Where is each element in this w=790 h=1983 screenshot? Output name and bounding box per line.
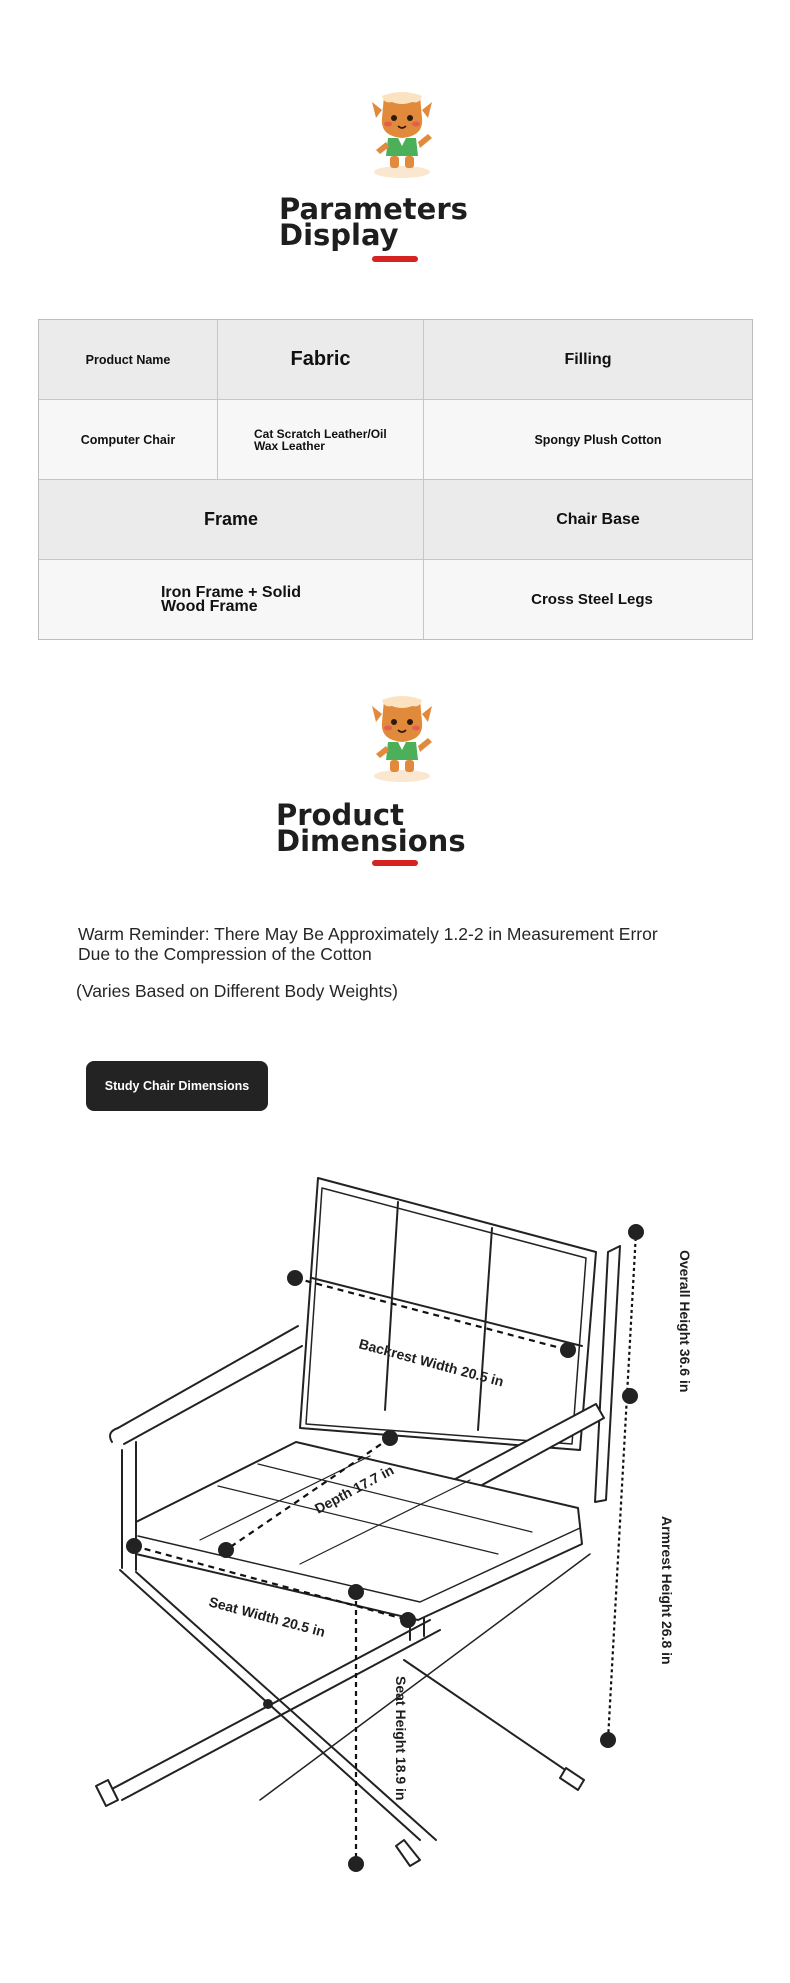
header-filling: Filling — [564, 350, 612, 368]
table-cell — [424, 400, 752, 480]
table-cell — [39, 560, 424, 639]
value-product-name: Computer Chair — [80, 432, 176, 447]
value-fabric-line2: Wax Leather — [254, 438, 325, 453]
reminder-line1: Warm Reminder: There May Be Approximately 1.2-2 in Measurement Error — [78, 924, 658, 944]
seat-width-label: Seat Width 20.5 in — [207, 1593, 327, 1640]
mascot-icon — [362, 84, 442, 180]
seat-height-label: Seat Height 18.9 in — [393, 1676, 409, 1801]
chair-dimension-diagram — [0, 1150, 790, 1950]
table-cell — [424, 560, 752, 639]
table-cell — [424, 320, 752, 400]
table-cell — [39, 400, 218, 480]
table-cell — [218, 320, 424, 400]
depth-label: Depth 17.7 in — [311, 1461, 397, 1517]
chair-drawing — [96, 1178, 620, 1866]
title-underline — [372, 860, 418, 866]
dimensions-title — [276, 798, 466, 858]
parameters-title-line1: Parameters — [279, 192, 468, 226]
header-product-name: Product Name — [85, 352, 171, 367]
value-frame-line2: Wood Frame — [160, 597, 258, 615]
backrest-width-label: Backrest Width 20.5 in — [357, 1335, 506, 1390]
armrest-height-label: Armrest Height 26.8 in — [659, 1516, 675, 1665]
study-chair-dimensions-tag — [86, 1061, 268, 1111]
table-cell — [39, 480, 424, 560]
header-chair-base: Chair Base — [556, 510, 640, 528]
value-fabric-line1: Cat Scratch Leather/Oil — [254, 426, 387, 441]
header-fabric: Fabric — [290, 348, 351, 370]
tag-label: Study Chair Dimensions — [104, 1079, 250, 1093]
value-chair-base: Cross Steel Legs — [531, 591, 653, 608]
dimensions-title-line1: Product — [276, 798, 404, 832]
warm-reminder — [78, 924, 678, 964]
title-underline — [372, 256, 418, 262]
overall-height-label: Overall Height 36.6 in — [677, 1250, 693, 1393]
value-frame-line1: Iron Frame + Solid — [160, 583, 302, 601]
table-cell — [218, 400, 424, 480]
parameters-table — [38, 319, 753, 640]
mascot-icon — [362, 688, 442, 784]
parameters-title — [279, 192, 468, 252]
table-cell — [424, 480, 752, 560]
dimensions-title-line2: Dimensions — [276, 824, 466, 858]
value-filling: Spongy Plush Cotton — [534, 432, 662, 447]
table-cell — [39, 320, 218, 400]
reminder-note: (Varies Based on Different Body Weights) — [76, 981, 398, 1001]
reminder-line2: Due to the Compression of the Cotton — [78, 944, 372, 964]
header-frame: Frame — [203, 509, 259, 529]
parameters-title-line2: Display — [279, 218, 399, 252]
